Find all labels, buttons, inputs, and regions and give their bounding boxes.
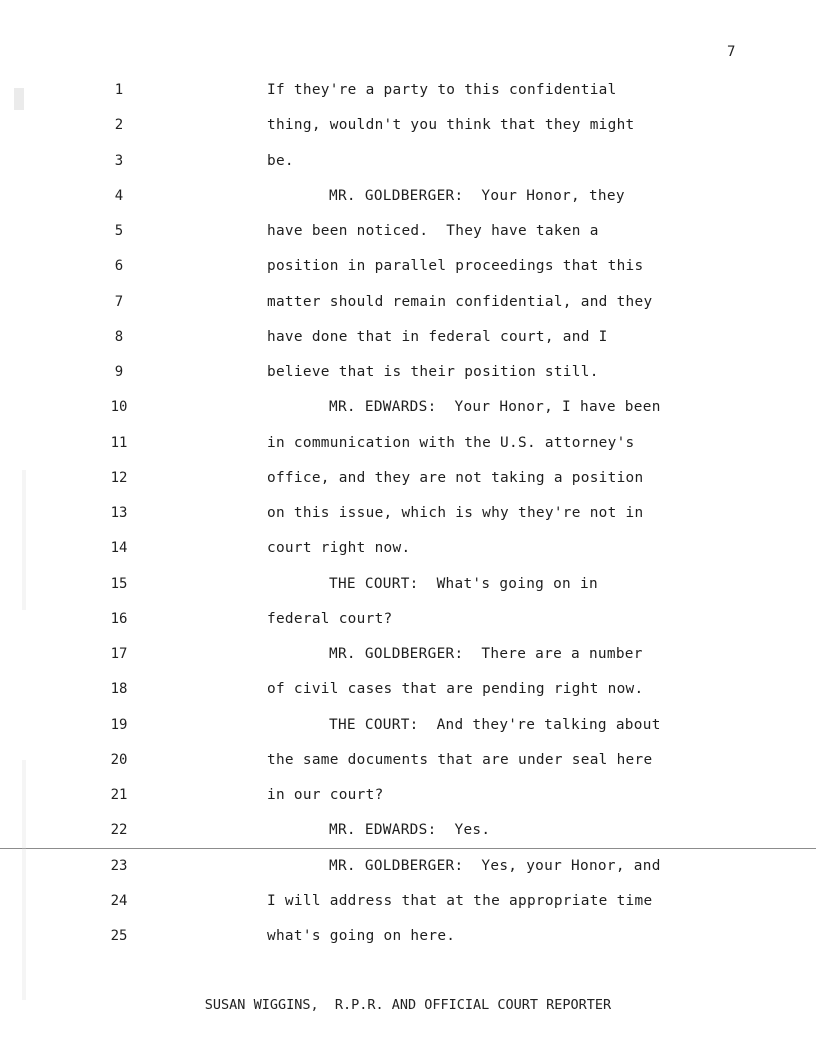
line-text: matter should remain confidential, and they <box>267 293 653 310</box>
line-number: 14 <box>110 540 128 557</box>
line-number: 2 <box>114 117 124 134</box>
transcript-line <box>0 327 816 355</box>
transcript-line <box>0 926 816 954</box>
line-text: of civil cases that are pending right now. <box>267 681 644 698</box>
transcript-line <box>0 785 816 813</box>
line-number: 16 <box>110 610 128 627</box>
speaker-line-text: MR. GOLDBERGER: Your Honor, they <box>329 187 625 204</box>
transcript-line <box>0 468 816 496</box>
line-number: 17 <box>110 646 128 662</box>
line-number: 5 <box>114 223 124 239</box>
transcript-line <box>0 644 816 672</box>
transcript-line <box>0 292 816 320</box>
transcript-line <box>0 503 816 531</box>
speaker-line-text: THE COURT: And they're talking about <box>329 716 661 733</box>
line-number: 4 <box>114 187 124 204</box>
transcript-line <box>0 397 816 425</box>
transcript-line <box>0 891 816 919</box>
line-number: 20 <box>110 751 128 768</box>
line-number: 8 <box>114 328 124 345</box>
line-text: position in parallel proceedings that this <box>267 258 644 275</box>
line-number: 19 <box>110 716 128 733</box>
speaker-line-text: THE COURT: What's going on in <box>329 575 598 592</box>
line-number: 23 <box>110 857 128 874</box>
line-number: 12 <box>110 469 128 486</box>
transcript-line <box>0 715 816 743</box>
line-number: 11 <box>110 434 128 451</box>
transcript-line <box>0 221 816 249</box>
line-number: 7 <box>114 293 124 310</box>
line-number: 6 <box>114 258 124 275</box>
line-number: 24 <box>110 892 128 909</box>
line-number: 22 <box>110 822 128 839</box>
transcript-line <box>0 115 816 143</box>
speaker-line-text: MR. EDWARDS: Yes. <box>329 822 491 839</box>
line-number: 9 <box>114 364 124 380</box>
transcript-line <box>0 820 816 848</box>
speaker-line-text: MR. EDWARDS: Your Honor, I have been <box>329 399 661 416</box>
line-number: 25 <box>110 928 128 944</box>
transcript-line <box>0 80 816 108</box>
transcript-line <box>0 856 816 884</box>
scan-artifact <box>22 760 26 1000</box>
line-text: have done that in federal court, and I <box>267 328 608 345</box>
line-number: 15 <box>110 575 128 592</box>
transcript-line <box>0 538 816 566</box>
court-reporter-footer: SUSAN WIGGINS, R.P.R. AND OFFICIAL COURT REPORTER <box>204 997 612 1013</box>
line-text: be. <box>267 152 294 169</box>
line-text: office, and they are not taking a position <box>267 469 644 486</box>
line-text: I will address that at the appropriate time <box>267 892 653 909</box>
line-text: in communication with the U.S. attorney's <box>267 434 635 451</box>
scan-artifact <box>14 88 24 110</box>
speaker-line-text: MR. GOLDBERGER: Yes, your Honor, and <box>329 857 661 874</box>
line-text: have been noticed. They have taken a <box>267 223 599 239</box>
line-number: 10 <box>110 399 128 416</box>
line-text: believe that is their position still. <box>267 364 599 380</box>
transcript-line <box>0 151 816 179</box>
line-text: If they're a party to this confidential <box>267 82 617 98</box>
line-number: 3 <box>114 152 124 169</box>
line-text: federal court? <box>267 610 393 627</box>
transcript-line <box>0 186 816 214</box>
horizontal-divider <box>0 848 816 849</box>
line-number: 1 <box>114 82 124 98</box>
page-number: 7 <box>727 44 736 60</box>
transcript-line <box>0 256 816 284</box>
transcript-line <box>0 433 816 461</box>
transcript-line <box>0 679 816 707</box>
transcript-line <box>0 574 816 602</box>
transcript-line <box>0 609 816 637</box>
line-text: on this issue, which is why they're not in <box>267 505 644 521</box>
line-text: the same documents that are under seal here <box>267 751 653 768</box>
line-number: 21 <box>110 787 128 803</box>
line-number: 13 <box>110 505 128 521</box>
line-number: 18 <box>110 681 128 698</box>
line-text: what's going on here. <box>267 928 456 944</box>
speaker-line-text: MR. GOLDBERGER: There are a number <box>329 646 643 662</box>
line-text: court right now. <box>267 540 411 557</box>
scan-artifact <box>22 470 26 610</box>
transcript-line <box>0 362 816 390</box>
line-text: thing, wouldn't you think that they might <box>267 117 635 134</box>
line-text: in our court? <box>267 787 384 803</box>
transcript-line <box>0 750 816 778</box>
